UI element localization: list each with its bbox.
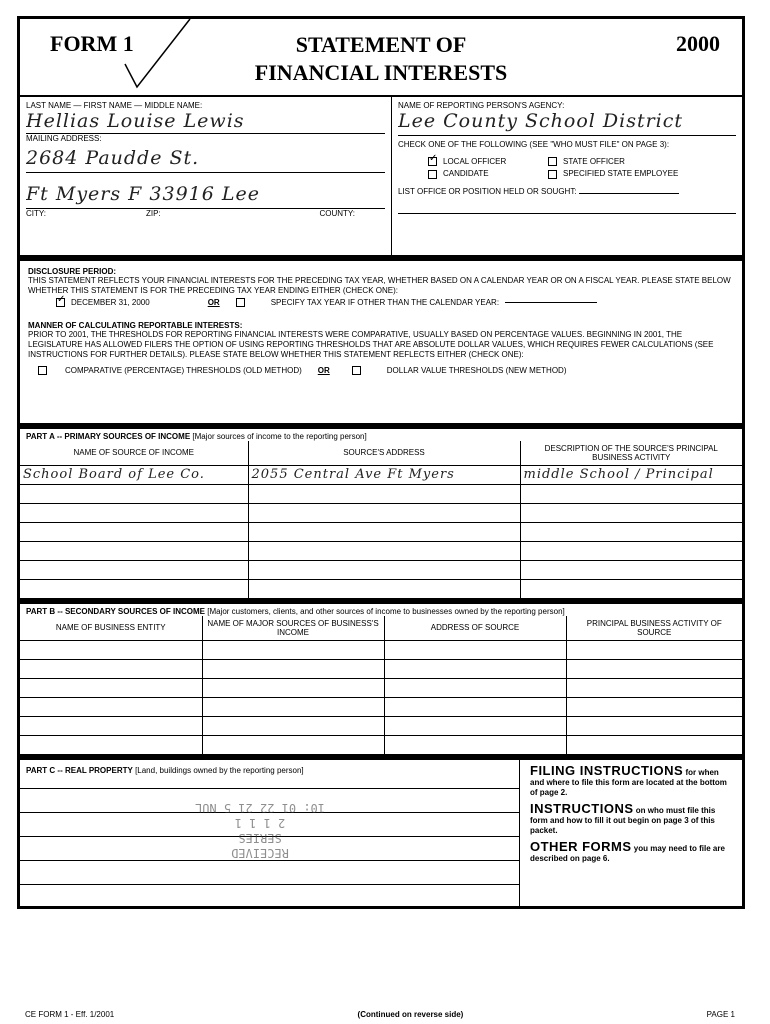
form-page — [17, 16, 745, 909]
table-row — [20, 678, 742, 697]
table-row — [20, 640, 742, 659]
form-year: 2000 — [676, 31, 720, 56]
part-a-table — [20, 441, 742, 598]
table-row — [20, 503, 742, 522]
instructions-panel — [520, 760, 742, 906]
part-a-section — [20, 423, 742, 598]
page-number: PAGE 1 — [706, 1010, 735, 1019]
received-stamp — [190, 800, 330, 900]
agency-field[interactable]: Lee County School District — [398, 110, 736, 136]
option-candidate[interactable]: CANDIDATE — [428, 169, 548, 178]
city-zip-county-field[interactable]: Ft Myers F 33916 Lee — [26, 173, 385, 209]
option-specified-state-employee[interactable]: SPECIFIED STATE EMPLOYEE — [548, 169, 736, 178]
table-row — [20, 735, 742, 754]
checkbox-icon — [548, 157, 557, 166]
office-field-line2[interactable] — [398, 196, 736, 214]
checkbox-comparative[interactable] — [38, 366, 47, 375]
personal-info: LAST NAME — FIRST NAME — MIDDLE NAME: Hellias Louise Lewis MAILING ADDRESS: 2684 Paudde St. Ft Myers F 33916 Lee CITY: ZIP: COUNTY: — [20, 97, 392, 255]
option-local-officer[interactable]: ✓LOCAL OFFICER — [428, 157, 548, 166]
continued-note: (Continued on reverse side) — [357, 1010, 464, 1019]
instructions: INSTRUCTIONS on who must file this form and how to fill it out begin on page 3 of this packet. — [530, 801, 716, 835]
form-header — [20, 19, 742, 97]
page-footer — [25, 1010, 735, 1019]
cell-source-name[interactable]: School Board of Lee Co. — [20, 465, 248, 484]
col-source-description: DESCRIPTION OF THE SOURCE'S PRINCIPAL BUSINESS ACTIVITY — [520, 441, 742, 465]
checkbox-december-31[interactable] — [56, 298, 65, 307]
part-b-title: PART B -- SECONDARY SOURCES OF INCOME [Major customers, clients, and other sources of income to businesses owned by the reporting person] — [26, 607, 565, 616]
cell-source-address[interactable]: 2055 Central Ave Ft Myers — [248, 465, 520, 484]
stamp-text: RECEIVED SERIES 2 1 1 1 10: 01 22 21 5 NUL — [194, 801, 326, 860]
period-options: ✓ DECEMBER 31, 2000 OR SPECIFY TAX YEAR IF OTHER THAN THE CALENDAR YEAR: — [56, 298, 734, 307]
agency-info: NAME OF REPORTING PERSON'S AGENCY: Lee County School District CHECK ONE OF THE FOLLOWING (SEE "WHO MUST FILE" ON PAGE 3): ✓LOCAL OFFICER STATE OFFICER CANDIDATE SPECIFIED STATE EMPLOYEE LIST OFFICE OR POSITION HELD OR SOUGHT: — [392, 97, 742, 255]
part-b-table: NAME OF BUSINESS ENTITY NAME OF MAJOR SOURCES OF BUSINESS'S INCOME ADDRESS OF SOURCE PRINCIPAL BUSINESS ACTIVITY OF SOURCE — [20, 616, 742, 754]
cell-source-description[interactable]: middle School / Principal — [520, 465, 742, 484]
threshold-options: COMPARATIVE (PERCENTAGE) THRESHOLDS (OLD METHOD) OR DOLLAR VALUE THRESHOLDS (NEW METHOD) — [38, 366, 734, 375]
checkbox-icon — [548, 170, 557, 179]
table-row — [20, 522, 742, 541]
city-zip-county-labels: CITY: ZIP: COUNTY: — [26, 209, 355, 218]
table-row — [20, 716, 742, 735]
office-field[interactable] — [579, 193, 679, 194]
table-row — [20, 659, 742, 678]
other-forms: OTHER FORMS you may need to file are described on page 6. — [530, 839, 725, 863]
table-row — [20, 465, 742, 484]
table-row — [20, 697, 742, 716]
disclosure-section: DISCLOSURE PERIOD: THIS STATEMENT REFLECTS YOUR FINANCIAL INTERESTS FOR THE PRECEDING TAX YEAR, WHETHER BASED ON A CALENDAR YEAR OR ON A FISCAL YEAR. PLEASE STATE BELOW WHETHER THIS STATEMENT IS FOR THE PRECEDING TAX YEAR ENDING EITHER (CHECK ONE): ✓ DECEMBER 31, 2000 OR SPECIFY TAX YEAR IF OTHER THAN THE CALENDAR YEAR: MANNER OF CALCULATING REPORTABLE INTERESTS: PRIOR TO 2001, THE THRESHOLDS FOR REPORTING FINANCIAL INTERESTS WERE COMPARATIVE, USUALLY BASED ON PERCENTAGE VALUES. BEGINNING IN 2001, THE LEGISLATURE HAS ALLOWED FILERS THE OPTION OF USING REPORTING THRESHOLDS THAT ARE ABSOLUTE DOLLAR VALUES, WHICH REQUIRES FEWER CALCULATIONS (SEE INSTRUCTIONS FOR FURTHER DETAILS). PLEASE STATE BELOW WHETHER THIS STATEMENT REFLECTS EITHER (CHECK ONE): COMPARATIVE (PERCENTAGE) THRESHOLDS (OLD METHOD) OR DOLLAR VALUE THRESHOLDS (NEW METHOD) — [20, 255, 742, 423]
name-field[interactable]: Hellias Louise Lewis — [26, 110, 385, 134]
part-b-section — [20, 598, 742, 754]
checkbox-icon — [428, 157, 437, 166]
checkbox-dollar-value[interactable] — [352, 366, 361, 375]
real-property — [20, 760, 520, 906]
filer-type-options — [428, 157, 736, 179]
part-c-title: PART C -- REAL PROPERTY [Land, buildings owned by the reporting person] — [26, 766, 304, 775]
part-a-title: PART A -- PRIMARY SOURCES OF INCOME [Major sources of income to the reporting person] — [26, 432, 367, 441]
form-title: STATEMENT OF FINANCIAL INTERESTS — [254, 32, 508, 85]
office-label: LIST OFFICE OR POSITION HELD OR SOUGHT: — [398, 187, 736, 196]
table-row — [20, 579, 742, 598]
col-source-name: NAME OF SOURCE OF INCOME — [20, 441, 248, 465]
form-id: FORM 1 — [50, 31, 134, 56]
filing-instructions: FILING INSTRUCTIONS for when and where to file this form are located at the bottom of page 2. — [530, 763, 727, 797]
mailing-address-field[interactable]: 2684 Paudde St. — [26, 143, 385, 173]
option-state-officer[interactable]: STATE OFFICER — [548, 157, 736, 166]
identity-section — [20, 97, 742, 255]
checkbox-specify-tax-year[interactable] — [236, 298, 245, 307]
form-version: CE FORM 1 - Eff. 1/2001 — [25, 1010, 115, 1019]
tax-year-field[interactable] — [505, 302, 597, 303]
col-source-address: SOURCE'S ADDRESS — [248, 441, 520, 465]
table-row — [20, 541, 742, 560]
table-row — [20, 560, 742, 579]
part-c-section — [20, 754, 742, 906]
checkbox-icon — [428, 170, 437, 179]
table-row — [20, 484, 742, 503]
